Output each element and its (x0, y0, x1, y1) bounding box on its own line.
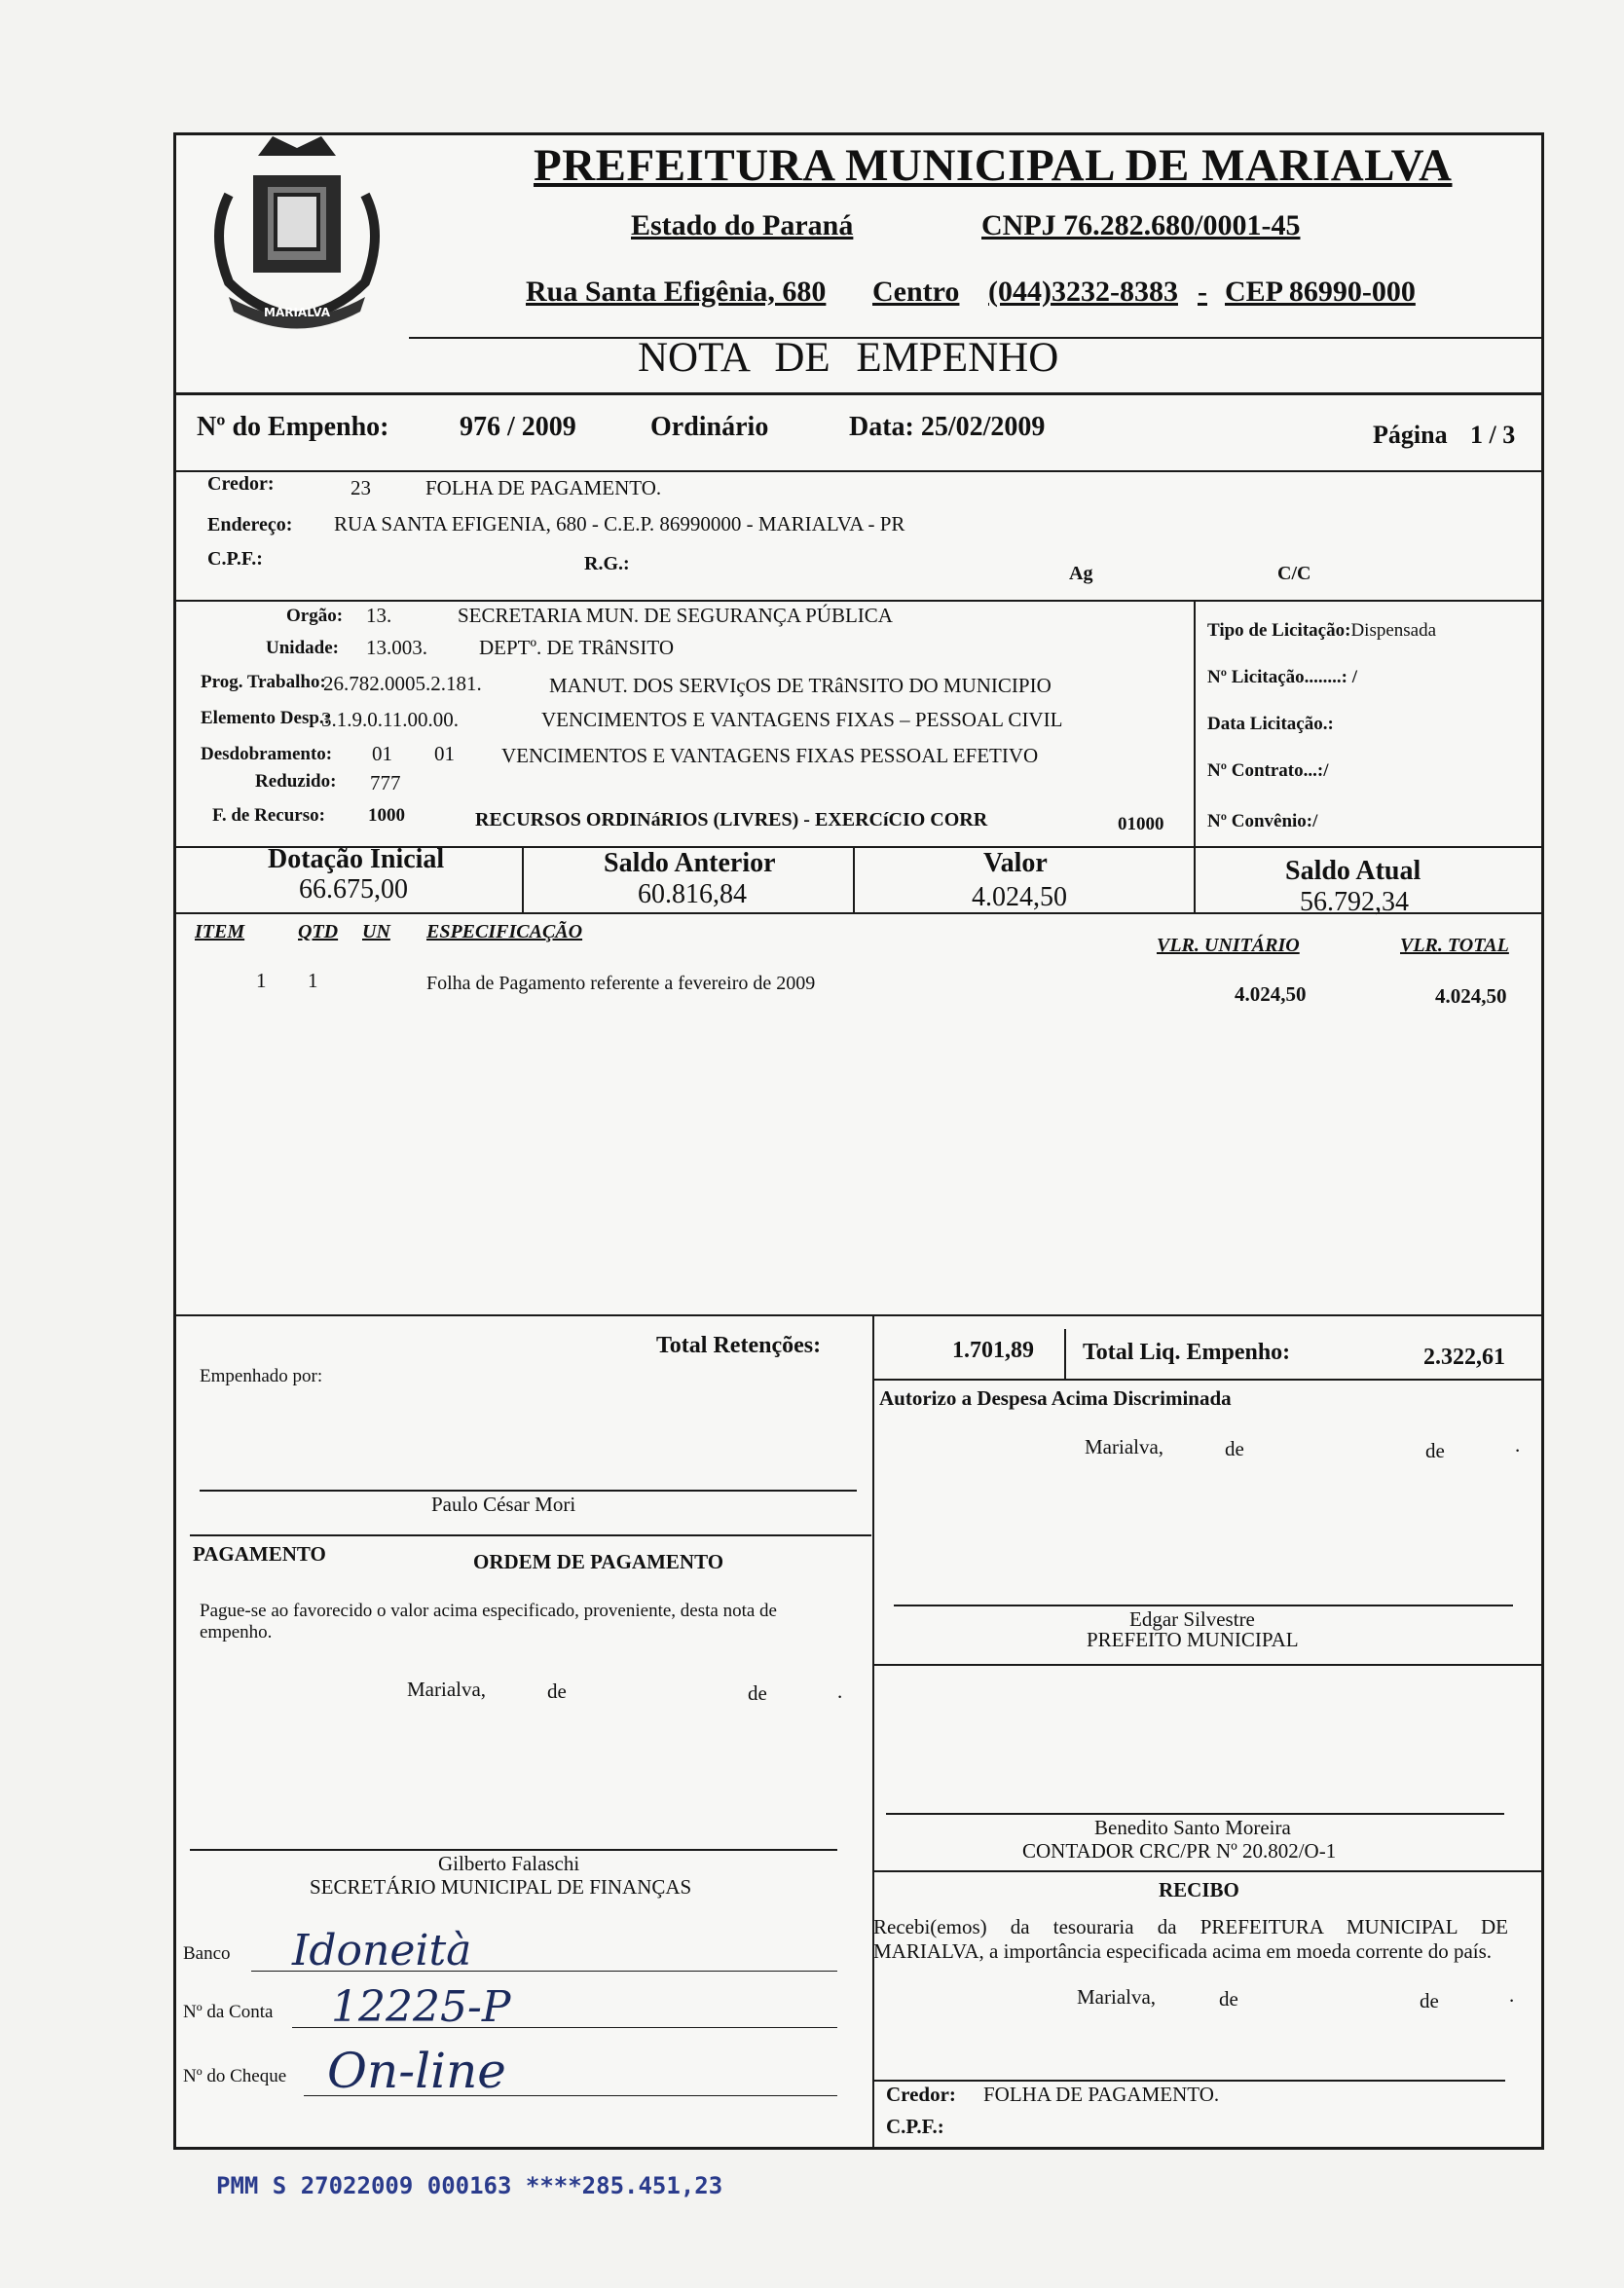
municipal-seal (200, 127, 394, 336)
recibo-dot: . (1509, 1983, 1515, 2007)
item-desc: Folha de Pagamento referente a fevereiro de 2009 (426, 973, 816, 994)
licitacao-contrato: Nº Contrato...:/ (1207, 760, 1329, 781)
pagamento-label: PAGAMENTO (193, 1542, 326, 1566)
recurso-desc: RECURSOS ORDINáRIOS (LIVRES) - EXERCíCIO CORR (475, 809, 988, 830)
recibo-label: RECIBO (1159, 1878, 1239, 1901)
orgao-desc: SECRETARIA MUN. DE SEGURANÇA PÚBLICA (458, 604, 893, 627)
col-vlr-total: VLR. TOTAL (1400, 935, 1509, 956)
liq-empenho-label: Total Liq. Empenho: (1083, 1340, 1291, 1365)
secretario-title: SECRETÁRIO MUNICIPAL DE FINANÇAS (310, 1875, 692, 1899)
page-value: 1 / 3 (1470, 421, 1516, 449)
empenhado-label: Empenhado por: (200, 1366, 323, 1386)
saldo-anterior-label: Saldo Anterior (604, 848, 776, 878)
unidade-label: Unidade: (266, 638, 339, 658)
empenho-type: Ordinário (650, 412, 769, 442)
elem-desc: VENCIMENTOS E VANTAGENS FIXAS – PESSOAL CIVIL (541, 708, 1063, 731)
secretario-name: Gilberto Falaschi (438, 1852, 580, 1875)
contador-name: Benedito Santo Moreira (1094, 1816, 1291, 1839)
orgao-label: Orgão: (286, 606, 344, 626)
licitacao-tipo: Tipo de Licitação:Dispensada (1207, 620, 1437, 641)
recibo-de-2: de (1420, 1989, 1439, 2012)
col-item: ITEM (195, 921, 245, 942)
licitacao-numero: Nº Licitação........: / (1207, 667, 1358, 687)
item-number: 1 (256, 969, 267, 992)
autorizo-text: Autorizo a Despesa Acima Discriminada (879, 1386, 1232, 1410)
retencoes-label: Total Retenções: (656, 1333, 822, 1358)
ordem-pagamento-label: ORDEM DE PAGAMENTO (473, 1550, 724, 1573)
autorizo-dot: . (1515, 1433, 1521, 1457)
header-street: Rua Santa Efigênia, 680 (526, 276, 827, 308)
receipt-credor-label: Credor: (886, 2083, 956, 2106)
col-qtd: QTD (298, 921, 339, 942)
col-especificacao: ESPECIFICAÇÃO (426, 921, 583, 942)
reduzido-value: 777 (370, 771, 401, 794)
saldo-atual-value: 56.792,34 (1300, 887, 1409, 917)
desd-desc: VENCIMENTOS E VANTAGENS FIXAS PESSOAL EFETIVO (501, 744, 1039, 767)
page-label: Página (1373, 421, 1448, 449)
recurso-code: 1000 (368, 805, 405, 826)
header-district: Centro (872, 276, 960, 308)
ordem-de-2: de (748, 1681, 767, 1705)
ordem-de-1: de (547, 1679, 567, 1703)
retencoes-value: 1.701,89 (952, 1338, 1034, 1363)
desd-label: Desdobramento: (201, 744, 333, 764)
header-title: PREFEITURA MUNICIPAL DE MARIALVA (534, 140, 1453, 191)
prefeito-title: PREFEITO MUNICIPAL (1087, 1628, 1299, 1651)
prog-code: 26.782.0005.2.181. (323, 672, 482, 695)
saldo-anterior-value: 60.816,84 (638, 879, 747, 909)
credor-name: FOLHA DE PAGAMENTO. (425, 476, 662, 499)
receipt-credor-value: FOLHA DE PAGAMENTO. (983, 2083, 1220, 2106)
autorizo-place: Marialva, (1085, 1435, 1164, 1458)
valor-label: Valor (983, 848, 1048, 878)
autorizo-de-1: de (1225, 1437, 1244, 1460)
recurso-code2: 01000 (1118, 814, 1164, 834)
cheque-label: Nº do Cheque (183, 2066, 287, 2086)
item-unit-value: 4.024,50 (1235, 982, 1307, 1006)
conta-value: 12225-P (331, 1982, 511, 2032)
prefeito-name: Edgar Silvestre (1129, 1607, 1255, 1631)
dotacao-value: 66.675,00 (299, 874, 408, 904)
pague-text: Pague-se ao favorecido o valor acima especificado, proveniente, desta nota de empenho. (200, 1601, 777, 1642)
rg-label: R.G.: (584, 553, 630, 574)
receipt-cpf-label: C.P.F.: (886, 2115, 944, 2138)
recurso-label: F. de Recurso: (212, 805, 325, 826)
seal-lettering: MARIALVA (264, 306, 330, 319)
prog-label: Prog. Trabalho: (201, 672, 326, 692)
banco-value: Idoneità (292, 1926, 472, 1975)
cheque-value: On-line (327, 2043, 506, 2099)
endereco-value: RUA SANTA EFIGENIA, 680 - C.E.P. 86990000 - MARIALVA - PR (334, 512, 905, 535)
empenho-date: Data: 25/02/2009 (849, 412, 1046, 442)
contador-title: CONTADOR CRC/PR Nº 20.802/O-1 (1022, 1839, 1337, 1863)
ordem-dot: . (837, 1679, 843, 1703)
machine-stamp: PMM S 27022009 000163 ****285.451,23 (216, 2172, 723, 2199)
elem-label: Elemento Desp.: (201, 708, 330, 728)
empenho-value: 976 / 2009 (460, 412, 576, 442)
empenhado-name: Paulo César Mori (431, 1493, 576, 1516)
prog-desc: MANUT. DOS SERVIçOS DE TRâNSITO DO MUNICIPIO (549, 674, 1052, 697)
unidade-code: 13.003. (366, 636, 427, 659)
header-dash: - (1198, 276, 1207, 308)
doc-title: NOTA DE EMPENHO (638, 335, 1059, 381)
header-phone: (044)3232-8383 (988, 276, 1178, 308)
item-total-value: 4.024,50 (1435, 984, 1507, 1008)
header-state: Estado do Paraná (631, 209, 854, 241)
ordem-place: Marialva, (407, 1678, 487, 1701)
ag-label: Ag (1069, 563, 1093, 584)
cpf-label: C.P.F.: (207, 548, 263, 570)
licitacao-data: Data Licitação.: (1207, 714, 1334, 734)
conta-label: Nº da Conta (183, 2002, 274, 2022)
empenho-label: Nº do Empenho: (197, 412, 389, 442)
col-un: UN (362, 921, 390, 942)
unidade-desc: DEPTº. DE TRâNSITO (479, 636, 674, 659)
credor-code: 23 (351, 476, 371, 499)
dotacao-label: Dotação Inicial (268, 844, 445, 874)
cc-label: C/C (1277, 563, 1311, 584)
col-vlr-unitario: VLR. UNITÁRIO (1157, 935, 1300, 956)
valor-value: 4.024,50 (972, 882, 1067, 912)
item-qtd: 1 (308, 969, 318, 992)
recibo-place: Marialva, (1077, 1985, 1157, 2009)
banco-label: Banco (183, 1943, 231, 1964)
autorizo-de-2: de (1425, 1439, 1445, 1462)
desd-code2: 01 (434, 742, 455, 765)
header-cnpj: CNPJ 76.282.680/0001-45 (981, 209, 1301, 241)
liq-empenho-value: 2.322,61 (1423, 1345, 1505, 1370)
orgao-code: 13. (366, 604, 392, 627)
credor-label: Credor: (207, 473, 275, 495)
saldo-atual-label: Saldo Atual (1285, 856, 1421, 886)
reduzido-label: Reduzido: (255, 771, 337, 792)
recibo-text: Recebi(emos) da tesouraria da PREFEITURA MUNICIPAL DE MARIALVA, a importância especificada acima em moeda corrente do país. (873, 1915, 1508, 1963)
desd-code1: 01 (372, 742, 392, 765)
recibo-de-1: de (1219, 1987, 1238, 2011)
endereco-label: Endereço: (207, 514, 293, 535)
header-cep: CEP 86990-000 (1225, 276, 1416, 308)
elem-code: 3.1.9.0.11.00.00. (321, 708, 459, 731)
licitacao-convenio: Nº Convênio:/ (1207, 811, 1318, 831)
